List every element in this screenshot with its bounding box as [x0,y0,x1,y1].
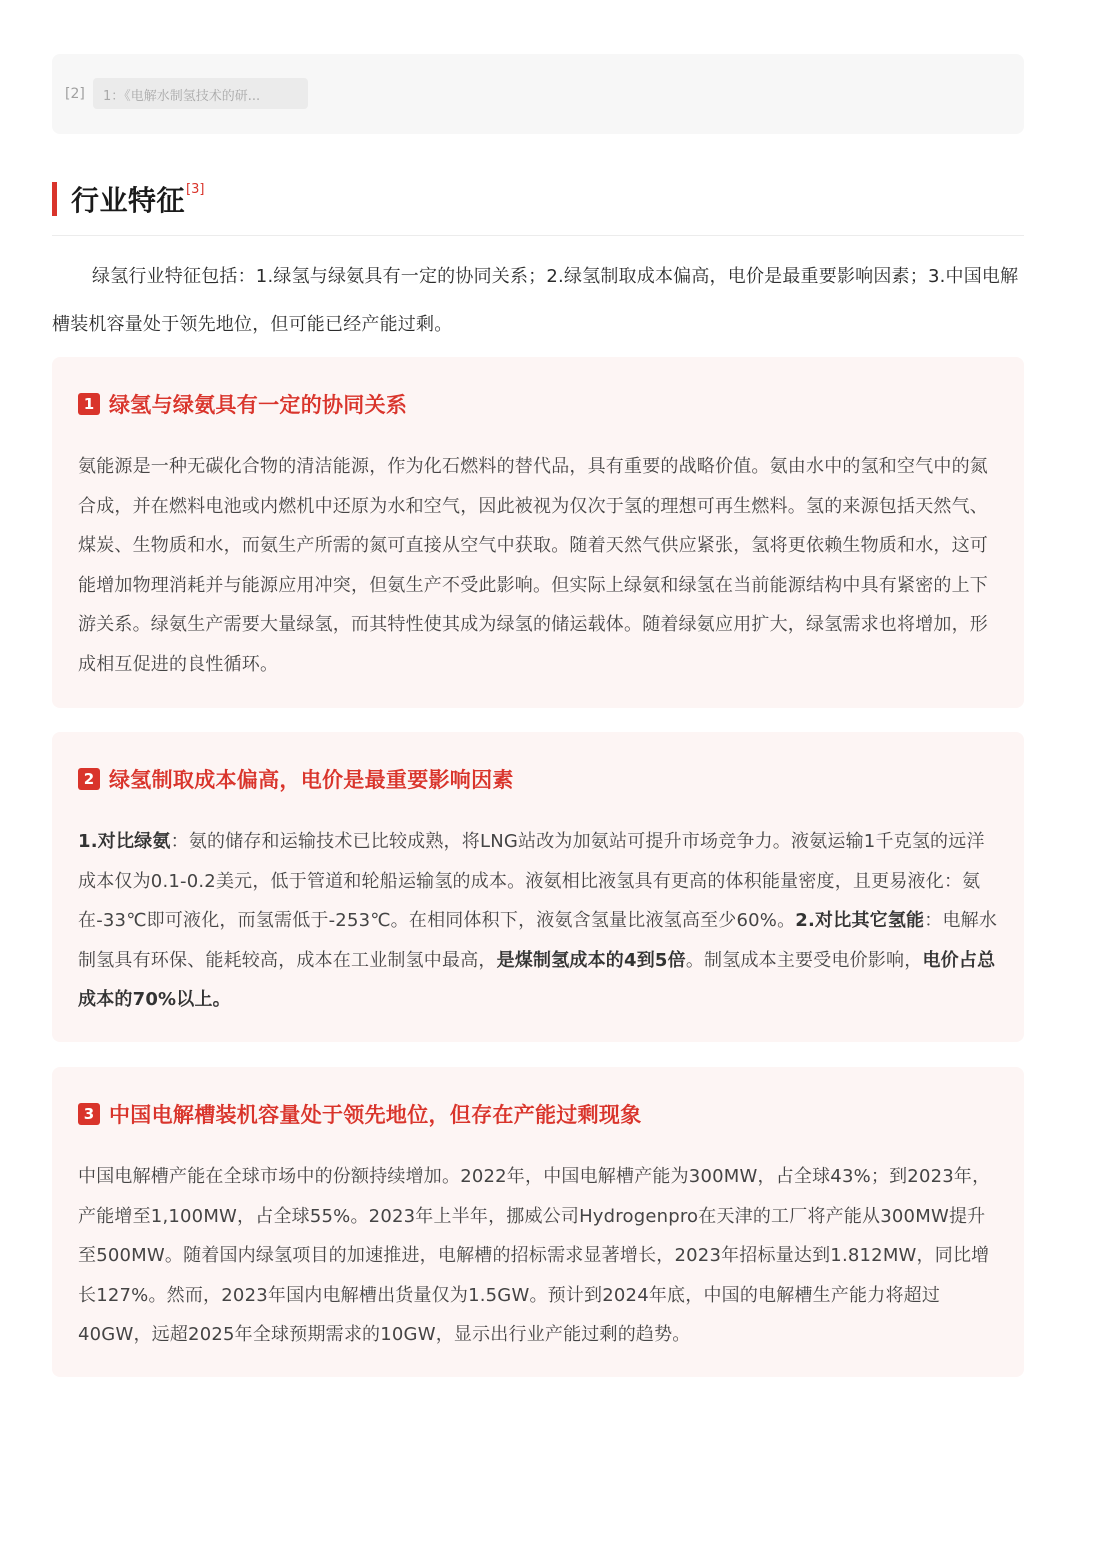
card-title: 绿氢与绿氨具有一定的协同关系 [109,393,408,417]
card-body-text: ：电解水制氢具有环保、能耗较高，成本在工业制氢中最高， [78,910,998,971]
card-body-bold: 电价占总成本的70%以上。 [78,949,996,1010]
section-divider [52,235,1024,236]
section-heading [52,180,204,217]
reference-index[interactable]: [2] [65,86,85,102]
card-number-badge: 2 [78,768,100,790]
card-title: 绿氢制取成本偏高，电价是最重要影响因素 [109,768,514,792]
card-number-badge: 3 [78,1103,100,1125]
card-body: 中国电解槽产能在全球市场中的份额持续增加。2022年，中国电解槽产能为300MW，占全球43%；到2023年，产能增至1,100MW，占全球55%。2023年上半年，挪威公司Hydrogenpro在天津的工厂将产能从300MW提升至500MW。随着国内绿氢项目的加速推进，电解槽的招标需求显著增长，2023年招标量达到1.812MW，同比增长127%。然而，2023年国内电解槽出货量仅为1.5GW。预计到2024年底，中国的电解槽生产能力将超过40GW，远超2025年全球预期需求的10GW，显示出行业产能过剩的趋势。 [78,1166,991,1345]
intro-paragraph: 绿氢行业特征包括：1.绿氢与绿氨具有一定的协同关系；2.绿氢制取成本偏高，电价是最重要影响因素；3.中国电解槽装机容量处于领先地位，但可能已经产能过剩。 [52,266,1019,335]
feature-card-1 [52,357,1024,708]
card-body-bold: 1.对比绿氨 [78,831,171,852]
card-body: 氨能源是一种无碳化合物的清洁能源，作为化石燃料的替代品，具有重要的战略价值。氨由水中的氢和空气中的氮合成，并在燃料电池或内燃机中还原为水和空气，因此被视为仅次于氢的理想可再生燃料。氢的来源包括天然气、煤炭、生物质和水，而氨生产所需的氮可直接从空气中获取。随着天然气供应紧张，氢将更依赖生物质和水，这可能增加物理消耗并与能源应用冲突，但氨生产不受此影响。但实际上绿氨和绿氢在当前能源结构中具有紧密的上下游关系。绿氨生产需要大量绿氢，而其特性使其成为绿氢的储运载体。随着绿氨应用扩大，绿氢需求也将增加，形成相互促进的良性循环。 [78,456,988,675]
card-header [78,764,514,794]
card-body-bold: 是煤制氢成本的4到5倍 [496,949,686,971]
card-number-badge: 1 [78,393,100,415]
card-header [78,389,407,419]
heading-accent-bar [52,182,57,216]
card-body-bold: 2.对比其它氢能 [795,910,925,931]
card-body-text: ：氨的储存和运输技术已比较成熟，将LNG站改为加氨站可提升市场竞争力。液氨运输1千克氢的远洋成本仅为0.1-0.2美元，低于管道和轮船运输氢的成本。液氨相比液氢具有更高的体积能量密度，且更易液化：氨在-33℃即可液化，而氢需低于-253℃。在相同体积下，液氨含氢量比液氢高至少60%。 [78,831,985,931]
reference-box [52,54,1024,134]
section-footnote-ref[interactable]: [3] [186,182,205,197]
card-body [78,822,998,1020]
card-body-text: 。制氢成本主要受电价影响， [685,949,923,971]
section-title: 行业特征 [71,183,186,217]
reference-chip[interactable]: 1：《电解水制氢技术的研... [93,78,308,109]
card-title: 中国电解槽装机容量处于领先地位，但存在产能过剩现象 [109,1103,642,1127]
feature-card-3 [52,1067,1024,1377]
feature-card-2 [52,732,1024,1042]
card-header [78,1099,642,1129]
